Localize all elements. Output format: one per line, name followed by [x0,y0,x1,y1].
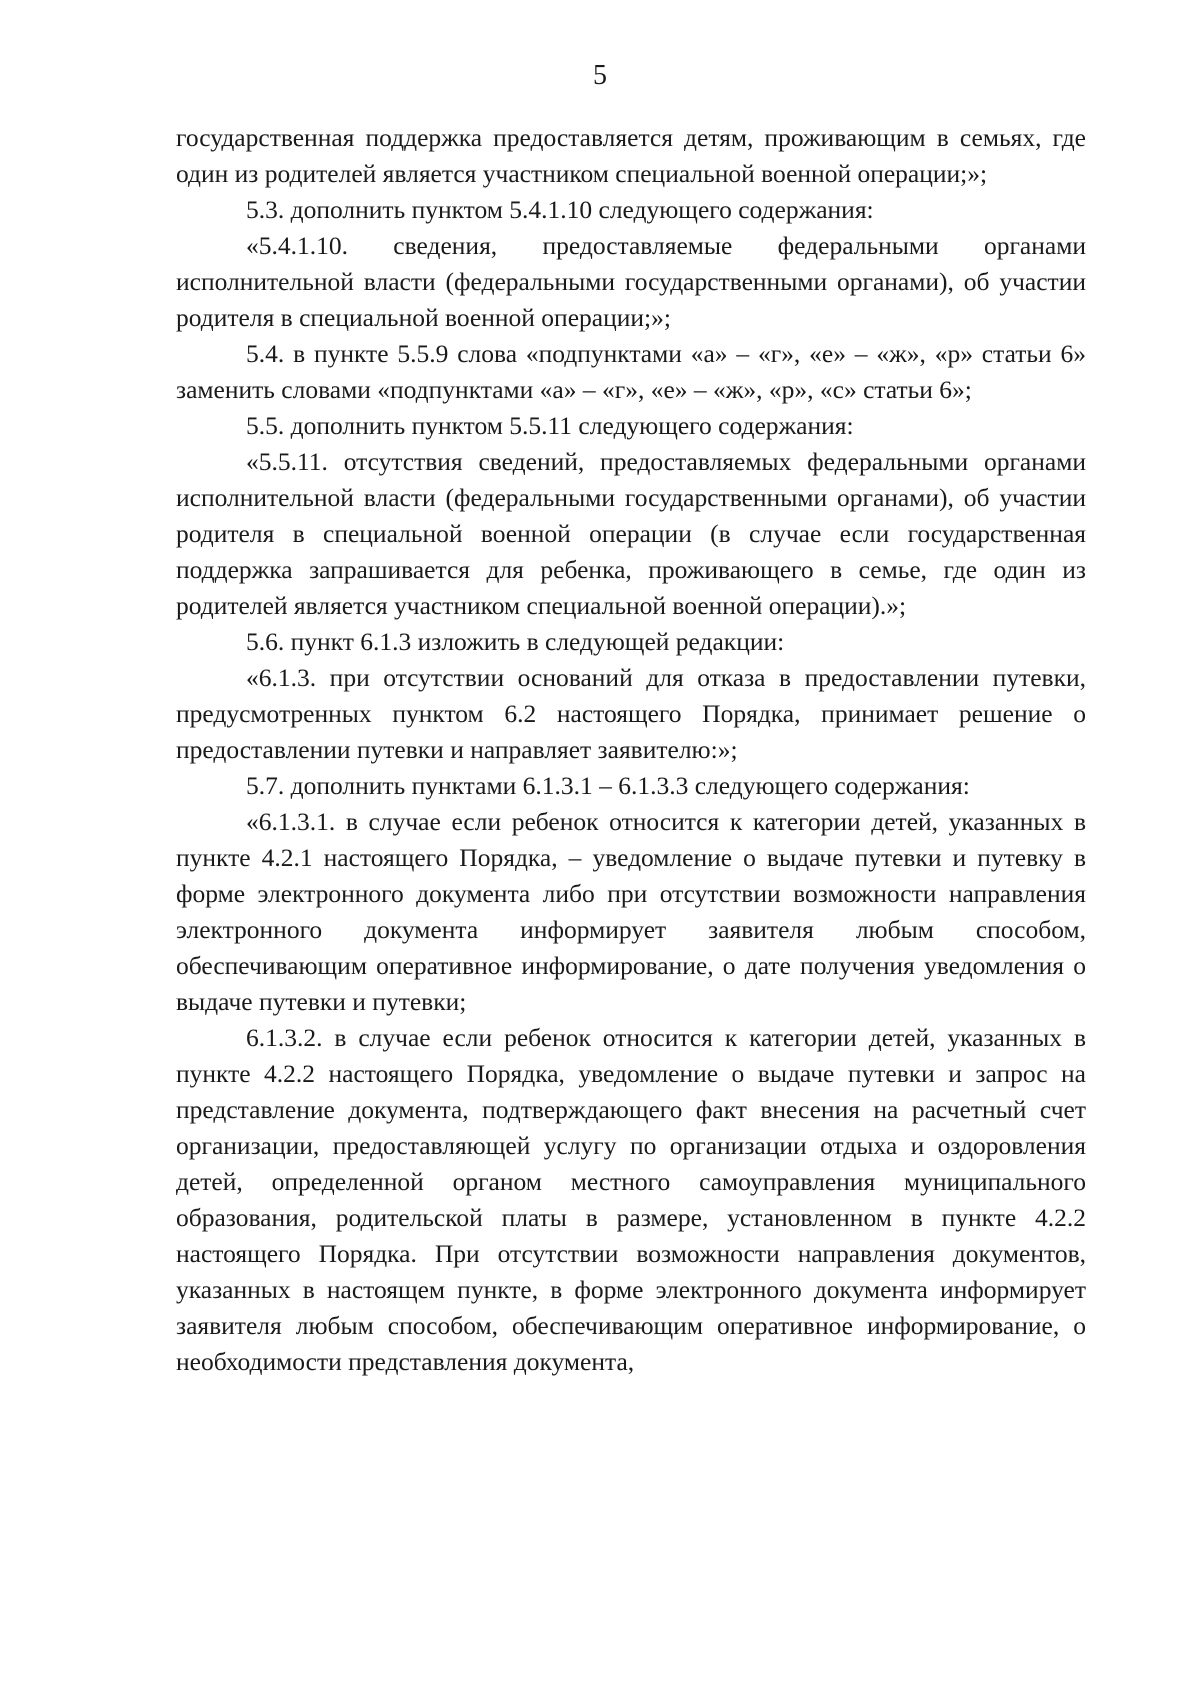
paragraph: 5.5. дополнить пунктом 5.5.11 следующего содержания: [246,411,854,440]
paragraph: «6.1.3.1. в случае если ребенок относится к категории детей, указанных в пункте 4.2.1 настоящего Порядка, – уведомление о выдаче путевки и путевку в форме электронного документа либо при отсутствии возможности направления электронного документа информирует заявителя любым способом, обеспечивающим оперативное информирование, о дате получения уведомления о выдаче путевки и путевки; [176,807,1086,1016]
paragraph: «6.1.3. при отсутствии оснований для отказа в предоставлении путевки, предусмотренных пунктом 6.2 настоящего Порядка, принимает решение о предоставлении путевки и направляет заявителю:»; [176,663,1086,764]
paragraph: 5.3. дополнить пунктом 5.4.1.10 следующего содержания: [246,195,874,224]
paragraph: 5.4. в пункте 5.5.9 слова «подпунктами «а» – «г», «е» – «ж», «р» статьи 6» заменить словами «подпунктами «а» – «г», «е» – «ж», «р», «с» статьи 6»; [176,339,1086,404]
document-body [176,120,1086,1380]
paragraph: «5.5.11. отсутствия сведений, предоставляемых федеральными органами исполнительной власти (федеральными государственными органами), об участии родителя в специальной военной операции (в случае если государственная поддержка запрашивается для ребенка, проживающего в семье, где один из родителей является участником специальной военной операции).»; [176,447,1086,620]
paragraph: 6.1.3.2. в случае если ребенок относится к категории детей, указанных в пункте 4.2.2 настоящего Порядка, уведомление о выдаче путевки и запрос на представление документа, подтверждающего факт внесения на расчетный счет организации, предоставляющей услугу по организации отдыха и оздоровления детей, определенной органом местного самоуправления муниципального образования, родительской платы в размере, установленном в пункте 4.2.2 настоящего Порядка. При отсутствии возможности направления документов, указанных в настоящем пункте, в форме электронного документа информирует заявителя любым способом, обеспечивающим оперативное информирование, о необходимости представления документа, [176,1023,1086,1376]
paragraph: 5.6. пункт 6.1.3 изложить в следующей редакции: [246,627,785,656]
paragraph: 5.7. дополнить пунктами 6.1.3.1 – 6.1.3.3 следующего содержания: [246,771,970,800]
paragraph: «5.4.1.10. сведения, предоставляемые федеральными органами исполнительной власти (федеральными государственными органами), об участии родителя в специальной военной операции;»; [176,231,1086,332]
page-number: 5 [593,60,607,91]
paragraph: государственная поддержка предоставляется детям, проживающим в семьях, где один из родителей является участником специальной военной операции;»; [176,123,1086,188]
